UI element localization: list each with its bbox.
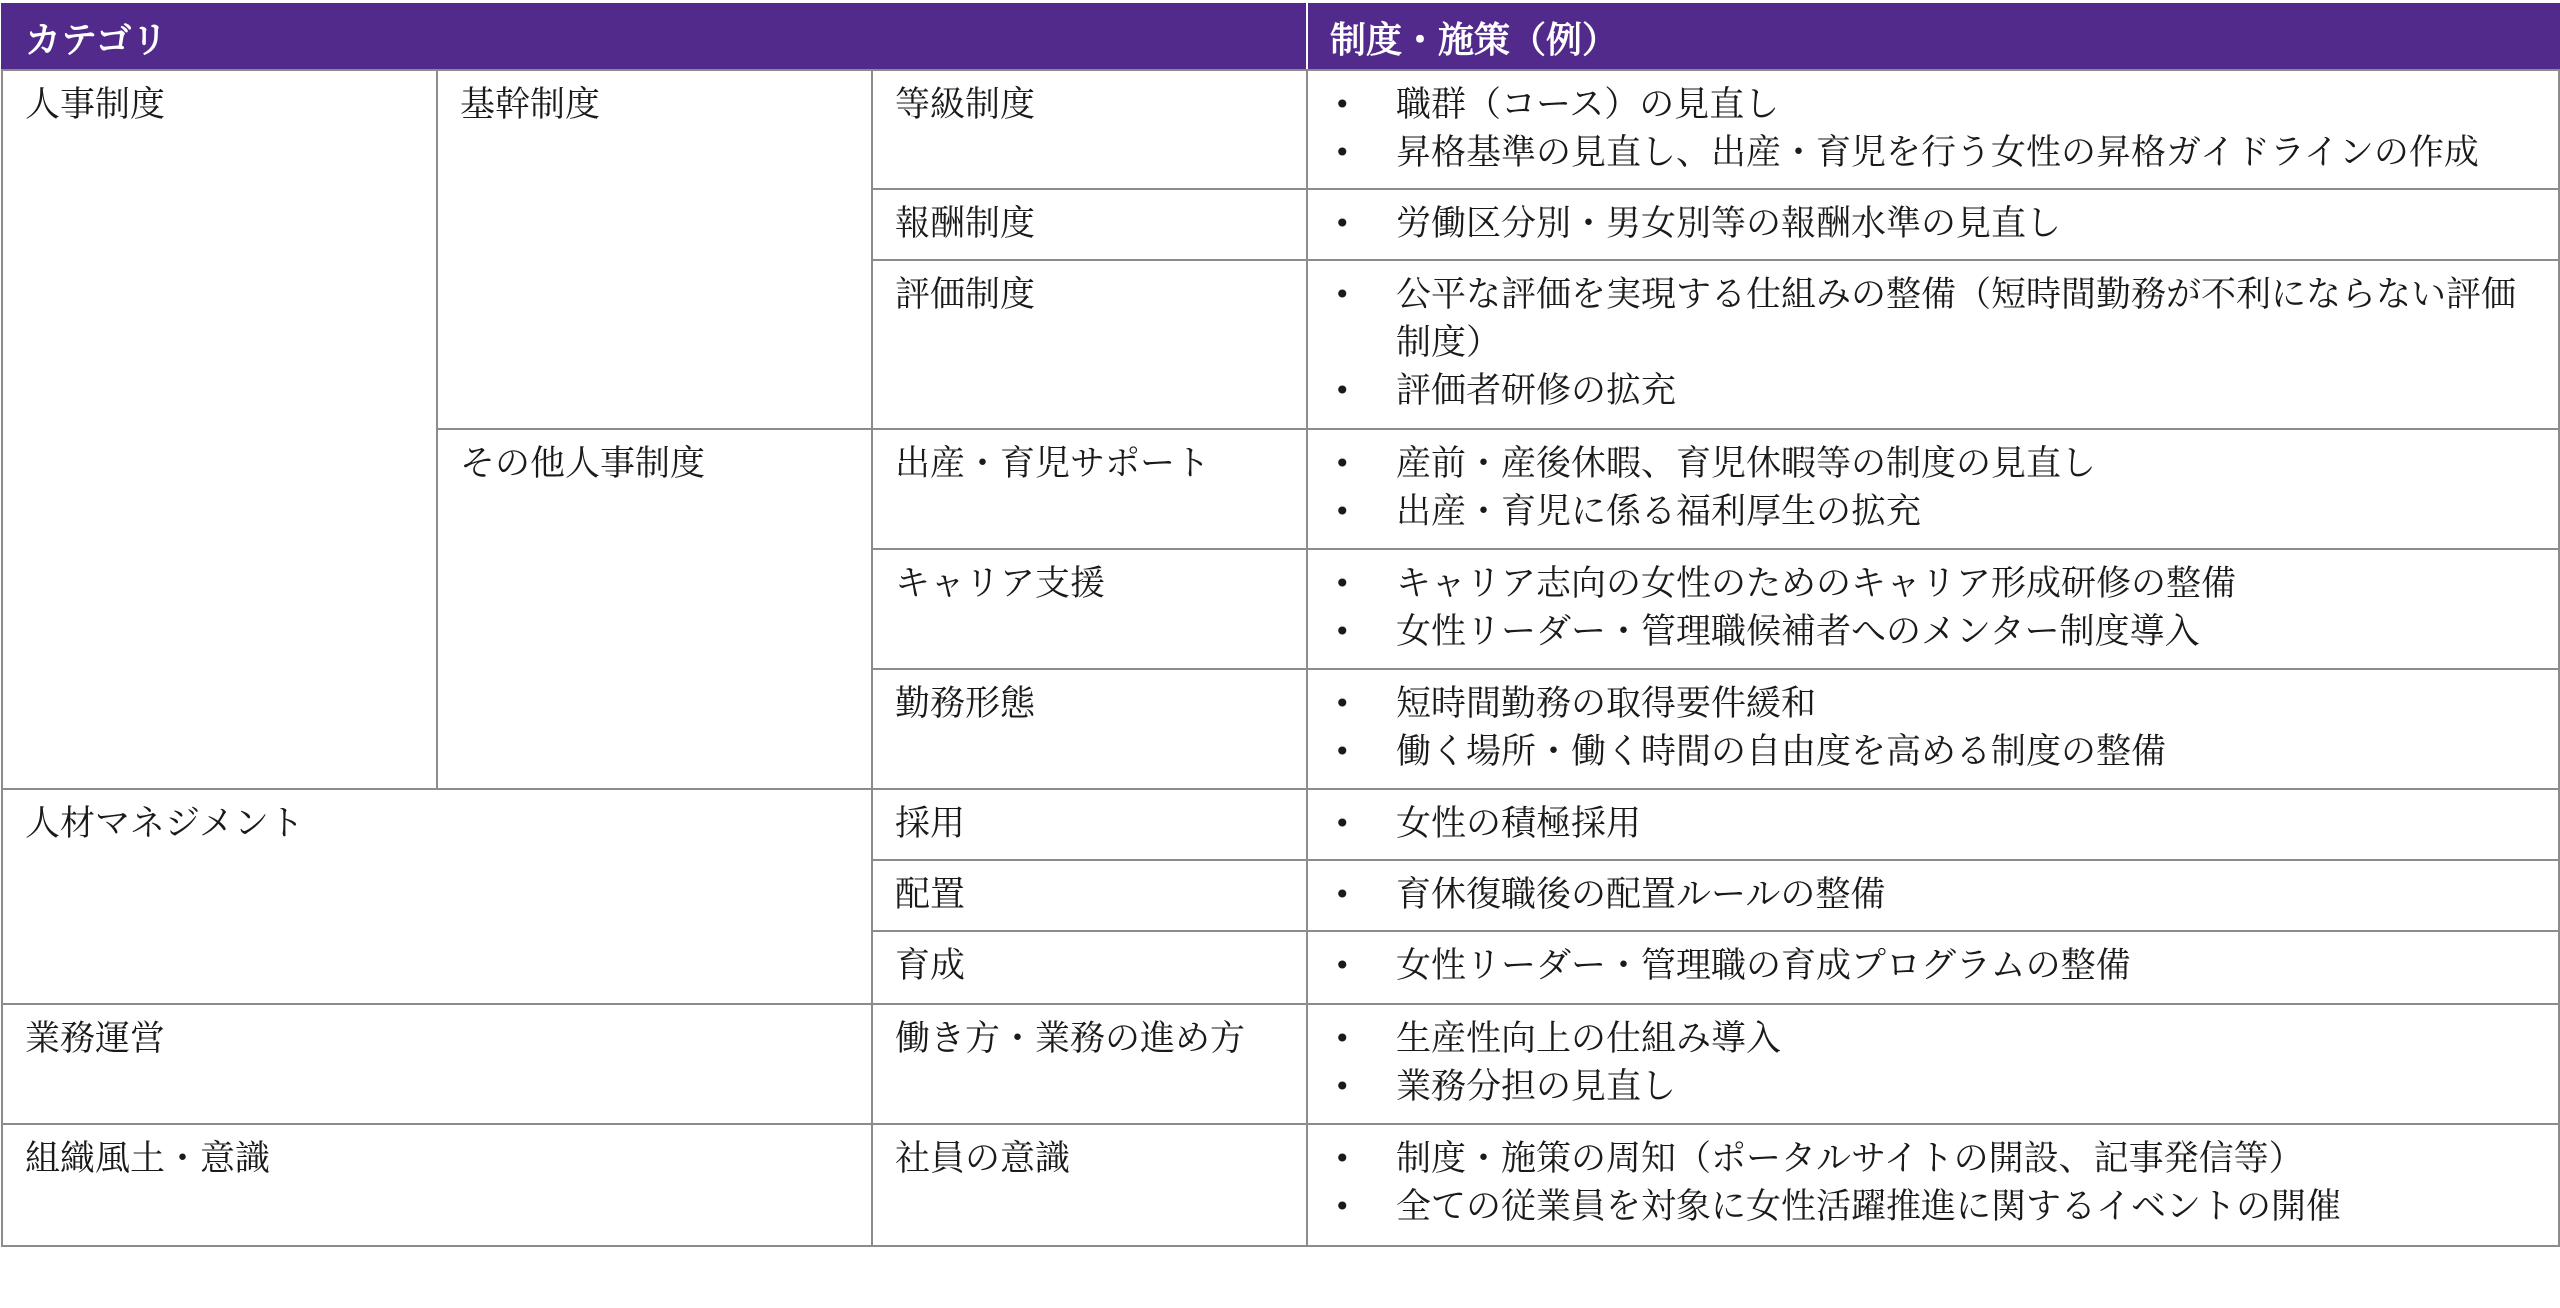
subcategory-cell: 採用 [872,789,1307,860]
subcategory-cell: 報酬制度 [872,189,1307,260]
measure-item: • 業務分担の見直し [1326,1063,2548,1111]
measures-cell [1307,860,2559,931]
measures-cell [1307,1004,2559,1124]
measure-list [1326,871,2548,919]
measure-item: • 全ての従業員を対象に女性活躍推進に関するイベントの開催 [1326,1183,2548,1231]
measure-item: • 職群（コース）の見直し [1326,81,2548,129]
measure-list [1326,1015,2548,1111]
measure-item: • 制度・施策の周知（ポータルサイトの開設、記事発信等） [1326,1135,2548,1183]
measure-list [1326,800,2548,848]
group-cell-core-system: 基幹制度 [437,70,872,429]
subcategory-cell: キャリア支援 [872,549,1307,669]
measure-item: • 出産・育児に係る福利厚生の拡充 [1326,488,2548,536]
measure-item: • 育休復職後の配置ルールの整備 [1326,871,2548,919]
group-cell-other-hr-system: その他人事制度 [437,429,872,789]
subcategory-cell: 勤務形態 [872,669,1307,789]
table-row [2,1004,2559,1124]
table-row [2,1124,2559,1246]
subcategory-cell: 等級制度 [872,70,1307,189]
subcategory-cell: 社員の意識 [872,1124,1307,1246]
subcategory-cell: 出産・育児サポート [872,429,1307,549]
header-measures: 制度・施策（例） [1307,4,2559,70]
measure-list [1326,81,2548,177]
measure-item: • 評価者研修の拡充 [1326,367,2548,415]
measure-item: • 公平な評価を実現する仕組みの整備（短時間勤務が不利にならない評価制度） [1326,271,2548,367]
measure-item: • 女性リーダー・管理職候補者へのメンター制度導入 [1326,608,2548,656]
category-cell-organizational-culture: 組織風土・意識 [2,1124,872,1246]
policy-table [1,3,2560,1247]
measures-cell [1307,429,2559,549]
category-cell-business-operation: 業務運営 [2,1004,872,1124]
measures-cell [1307,1124,2559,1246]
measure-list [1326,440,2548,536]
measures-cell [1307,70,2559,189]
measure-list [1326,942,2548,990]
measure-list [1326,560,2548,656]
measures-cell [1307,789,2559,860]
subcategory-cell: 働き方・業務の進め方 [872,1004,1307,1124]
measure-item: • 労働区分別・男女別等の報酬水準の見直し [1326,200,2548,248]
measure-item: • 短時間勤務の取得要件緩和 [1326,680,2548,728]
subcategory-cell: 評価制度 [872,260,1307,429]
subcategory-cell: 育成 [872,931,1307,1004]
measure-item: • 生産性向上の仕組み導入 [1326,1015,2548,1063]
measure-item: • 産前・産後休暇、育児休暇等の制度の見直し [1326,440,2548,488]
measures-cell [1307,669,2559,789]
measure-list [1326,200,2548,248]
measures-cell [1307,931,2559,1004]
measure-list [1326,680,2548,776]
header-category: カテゴリ [2,4,1307,70]
measure-item: • キャリア志向の女性のためのキャリア形成研修の整備 [1326,560,2548,608]
table-row [2,70,2559,189]
header-row [2,4,2559,70]
measure-item: • 働く場所・働く時間の自由度を高める制度の整備 [1326,728,2548,776]
table-row [2,789,2559,860]
category-cell-hr-system: 人事制度 [2,70,437,789]
measure-item: • 女性の積極採用 [1326,800,2548,848]
measures-cell [1307,260,2559,429]
measure-item: • 昇格基準の見直し、出産・育児を行う女性の昇格ガイドラインの作成 [1326,129,2548,177]
measures-cell [1307,549,2559,669]
measure-list [1326,271,2548,415]
category-cell-talent-management: 人材マネジメント [2,789,872,1004]
measure-item: • 女性リーダー・管理職の育成プログラムの整備 [1326,942,2548,990]
measures-cell [1307,189,2559,260]
subcategory-cell: 配置 [872,860,1307,931]
measure-list [1326,1135,2548,1231]
